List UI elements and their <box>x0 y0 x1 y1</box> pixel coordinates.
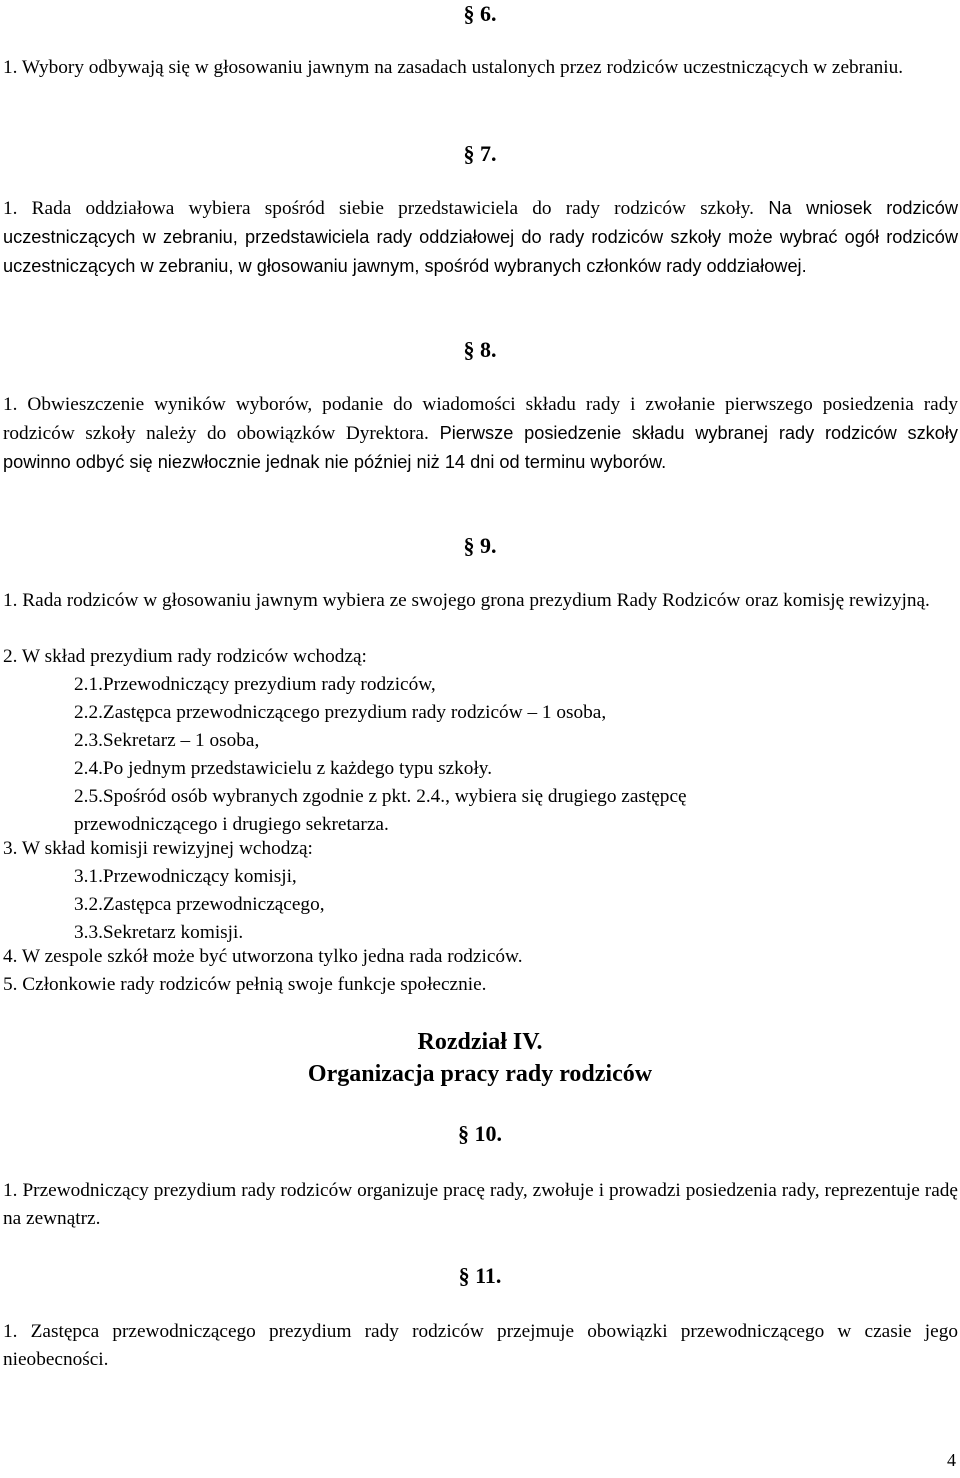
list-item-9-2-2: 2.2.Zastępca przewodniczącego prezydium rady rodziców – 1 osoba, <box>74 702 607 723</box>
section-7-heading: § 7. <box>463 141 497 166</box>
list-item-9-5: 5. Członkowie rady rodziców pełnią swoje funkcje społecznie. <box>3 974 487 995</box>
paragraph-8-1-first-sentence: 1. Obwieszczenie wyników wyborów, podanie do wiadomości składu rady i zwołanie pierwszego posiedzenia rady rodziców szkoły należy do obowiązków Dyrektora. <box>3 394 958 444</box>
list-item-9-2-5: 2.5.Spośród osób wybranych zgodnie z pkt. 2.4., wybiera się drugiego zastępcę <box>74 786 687 807</box>
page-number: 4 <box>947 1450 956 1470</box>
list-item-9-2-5-continued: przewodniczącego i drugiego sekretarza. <box>74 814 389 835</box>
list-item-9-2: 2. W skład prezydium rady rodziców wchodzą: <box>3 646 367 667</box>
paragraph-8-1 <box>3 391 958 477</box>
list-item-9-3-2: 3.2.Zastępca przewodniczącego, <box>74 894 325 915</box>
list-item-9-2-3: 2.3.Sekretarz – 1 osoba, <box>74 730 260 751</box>
section-10-heading: § 10. <box>458 1121 502 1146</box>
section-8-heading: § 8. <box>463 337 497 362</box>
section-9-heading: § 9. <box>463 533 497 558</box>
list-item-9-4: 4. W zespole szkół może być utworzona tylko jedna rada rodziców. <box>3 946 523 967</box>
paragraph-11-1: 1. Zastępca przewodniczącego prezydium rady rodziców przejmuje obowiązki przewodniczącego w czasie jego nieobecności. <box>3 1321 958 1370</box>
list-item-9-3: 3. W skład komisji rewizyjnej wchodzą: <box>3 838 313 859</box>
chapter-number: Rozdział IV. <box>417 1029 543 1055</box>
paragraph-6-1: 1. Wybory odbywają się w głosowaniu jawnym na zasadach ustalonych przez rodziców uczestniczących w zebraniu. <box>3 57 904 78</box>
list-item-9-2-1: 2.1.Przewodniczący prezydium rady rodziców, <box>74 674 436 695</box>
paragraph-7-1-rest: Na wniosek rodziców uczestniczących w zebraniu, przedstawiciela rady oddziałowej do rady rodziców szkoły może wybrać ogół rodziców uczestniczących w zebraniu, w głosowaniu jawnym, spośród wybranych członków rady oddziałowej. <box>3 198 958 276</box>
list-item-9-3-3: 3.3.Sekretarz komisji. <box>74 922 244 943</box>
section-11-heading: § 11. <box>458 1263 502 1288</box>
list-item-9-3-1: 3.1.Przewodniczący komisji, <box>74 866 297 887</box>
paragraph-7-1 <box>3 194 958 281</box>
paragraph-7-1-first-sentence: 1. Rada oddziałowa wybiera spośród siebie przedstawiciela do rady rodziców szkoły. <box>3 198 754 219</box>
paragraph-8-1-rest: Pierwsze posiedzenie składu wybranej rady rodziców szkoły powinno odbyć się niezwłocznie jednak nie później niż 14 dni od terminu wyborów. <box>3 423 959 472</box>
paragraph-9-1: 1. Rada rodziców w głosowaniu jawnym wybiera ze swojego grona prezydium Rady Rodziców oraz komisję rewizyjną. <box>3 590 930 611</box>
chapter-title: Organizacja pracy rady rodziców <box>307 1061 653 1087</box>
list-item-9-2-4: 2.4.Po jednym przedstawicielu z każdego typu szkoły. <box>74 758 493 779</box>
paragraph-10-1: 1. Przewodniczący prezydium rady rodziców organizuje pracę rady, zwołuje i prowadzi posiedzenia rady, reprezentuje radę na zewnątrz. <box>3 1180 958 1229</box>
section-6-heading: § 6. <box>463 1 497 26</box>
